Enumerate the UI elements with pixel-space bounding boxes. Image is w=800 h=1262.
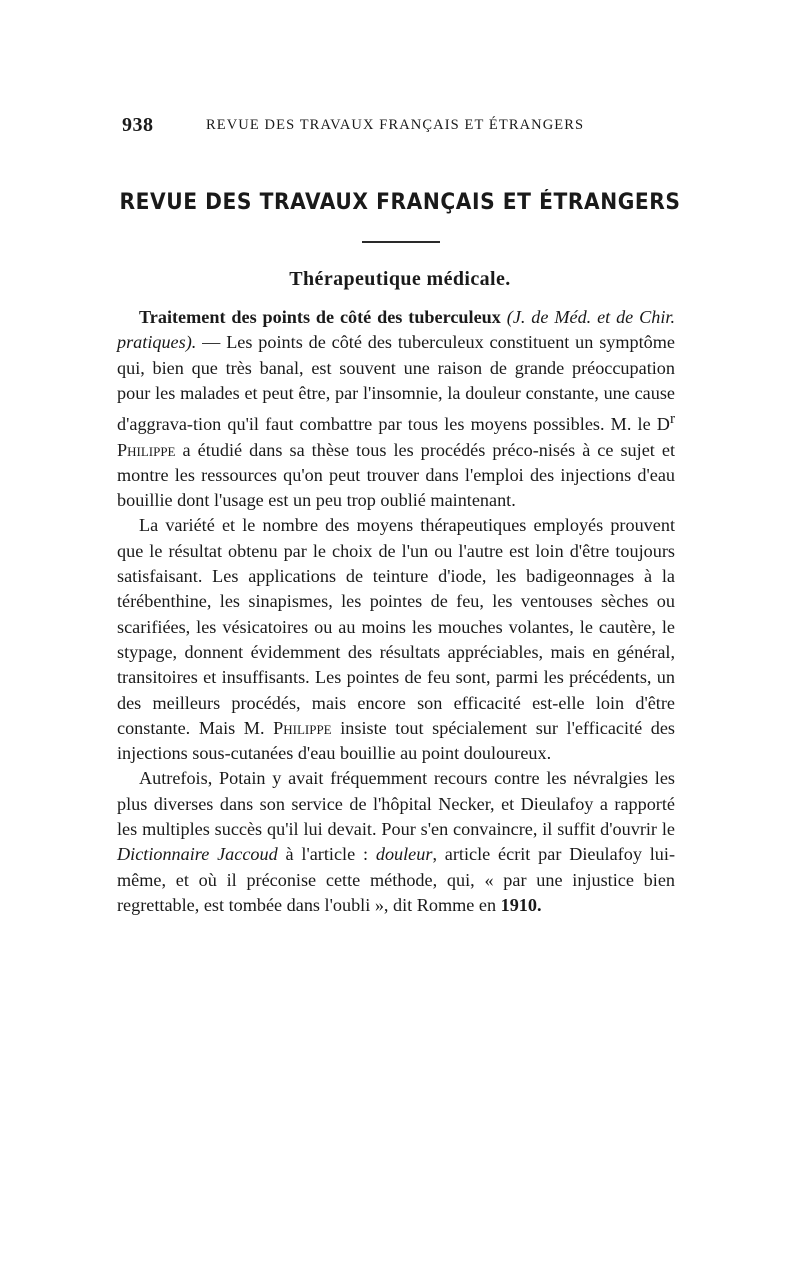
page-number: 938: [122, 114, 154, 136]
running-head: [118, 114, 678, 136]
title-rule: [362, 241, 440, 243]
dictionary-title: Dictionnaire Jaccoud: [117, 844, 278, 865]
author-name-2: Philippe: [273, 717, 332, 738]
doctor-abbrev-superscript: r: [669, 410, 675, 428]
paragraph-2: [117, 513, 675, 766]
article-heading: Traitement des points de côté des tuberculeux: [139, 307, 501, 327]
author-name: Philippe: [117, 439, 176, 460]
section-title: Thérapeutique médicale.: [289, 268, 511, 290]
paragraph-3: [117, 766, 675, 918]
article-citation: (J. de Méd. et de Chir. pratiques).: [117, 307, 675, 353]
running-title: REVUE DES TRAVAUX FRANÇAIS ET ÉTRANGERS: [206, 117, 585, 133]
main-title: REVUE DES TRAVAUX FRANÇAIS ET ÉTRANGERS: [119, 190, 681, 215]
paragraph-1-rest: a étudié dans sa thèse tous les procédés préco-nisés à ce sujet et montre les ressources qu'on peut trouver dans l'emploi des injections d'eau bouillie dont l'usage est un peu trop oublié maintenant.: [117, 439, 675, 511]
article-entry: douleur: [375, 844, 433, 865]
paragraph-3-text-b: à l'article :: [277, 844, 376, 865]
paragraph-2-text-a: La variété et le nombre des moyens thérapeutiques employés prouvent que le résultat obtenu par le choix de l'un ou l'autre est loin d'être toujours satisfaisant. Les applications de teinture d'iode, les badigeonnages à la térébenthine, les sinapismes, les pointes de feu, les ventouses sèches ou scarifiées, les vésicatoires ou au moins les mouches volantes, le cautère, le stypage, donnent évidemment des résultats appréciables, mais en général, transitoires et insuffisants. Les pointes de feu sont, parmi les précédents, un des meilleurs procédés, mais encore son efficacité est-elle loin d'être constante. Mais M.: [117, 515, 675, 738]
paragraph-2-text-b: insiste tout spécialement sur l'efficacité des injections sous-cutanées d'eau bouillie au point douloureux.: [117, 717, 675, 764]
paragraph-3-text-c: , article écrit par Dieulafoy lui-même, et où il préconise cette méthode, qui, « par une injustice bien regrettable, est tombée dans l'oubli », dit Romme en: [117, 844, 675, 915]
paragraph-1: [117, 305, 675, 513]
article-body: [117, 305, 675, 918]
year: 1910.: [500, 894, 542, 915]
paragraph-1-text: — Les points de côté des tuberculeux constituent un symptôme qui, bien que très banal, est souvent une raison de grande préoccupation pour les malades et peut être, par l'insomnie, la douleur constante, une cause d'aggrava-tion qu'il faut combattre par tous les moyens possibles. M. le D: [117, 332, 675, 435]
paragraph-3-text-a: Autrefois, Potain y avait fréquemment recours contre les névralgies les plus diverses dans son service de l'hôpital Necker, et Dieulafoy a rapporté les multiples succès qu'il lui devait. Pour s'en convaincre, il suffit d'ouvrir le: [117, 768, 675, 839]
